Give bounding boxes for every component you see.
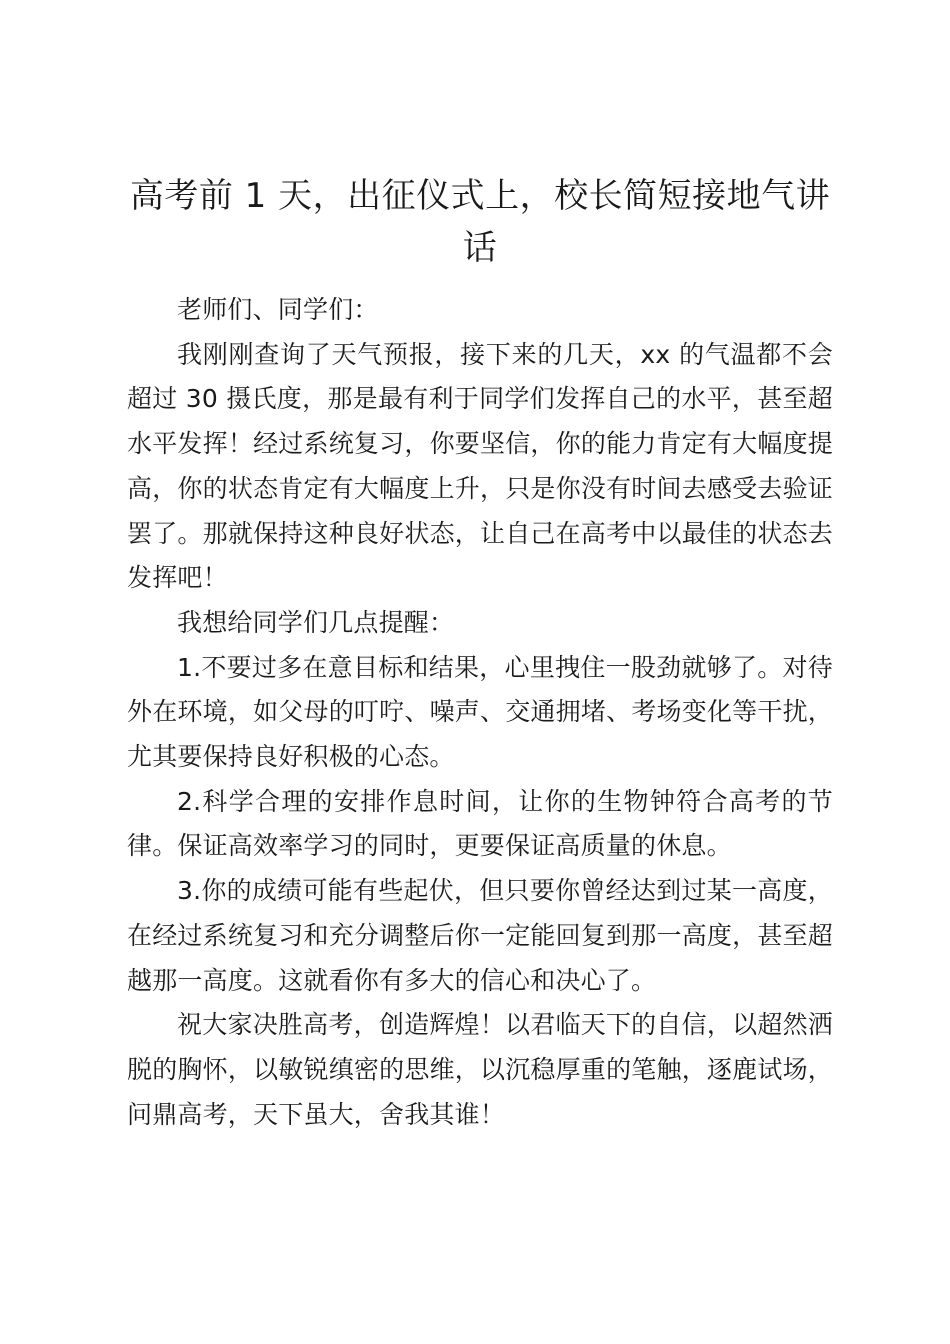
paragraph-weather: 我刚刚查询了天气预报，接下来的几天，xx 的气温都不会超过 30 摄氏度，那是最有利于同学们发挥自己的水平，甚至超水平发挥！经过系统复习，你要坚信，你的能力肯定有大幅度提高，你的状态肯定有大幅度上升，只是你没有时间去感受去验证罢了。那就保持这种良好状态，让自己在高考中以最佳的状态去发挥吧！ bbox=[127, 339, 833, 593]
document-body bbox=[127, 170, 833, 1137]
paragraph-reminders-intro: 我想给同学们几点提醒： bbox=[177, 607, 455, 637]
document-title: 高考前 1 天，出征仪式上，校长简短接地气讲话 bbox=[129, 176, 831, 268]
paragraph-closing: 祝大家决胜高考，创造辉煌！以君临天下的自信，以超然洒脱的胸怀，以敏锐缜密的思维，以沉稳厚重的笔触，逐鹿试场，问鼎高考，天下虽大，舍我其谁！ bbox=[127, 1010, 833, 1129]
reminder-item-1: 1.不要过多在意目标和结果，心里拽住一股劲就够了。对待外在环境，如父母的叮咛、噪声、交通拥堵、考场变化等干扰，尤其要保持良好积极的心态。 bbox=[127, 652, 833, 772]
salutation: 老师们、同学们： bbox=[177, 295, 379, 324]
reminder-item-3: 3.你的成绩可能有些起伏，但只要你曾经达到过某一高度，在经过系统复习和充分调整后你一定能回复到那一高度，甚至超越那一高度。这就看你有多大的信心和决心了。 bbox=[127, 876, 833, 995]
reminder-item-2: 2.科学合理的安排作息时间，让你的生物钟符合高考的节律。保证高效率学习的同时，更要保证高质量的休息。 bbox=[127, 786, 833, 861]
